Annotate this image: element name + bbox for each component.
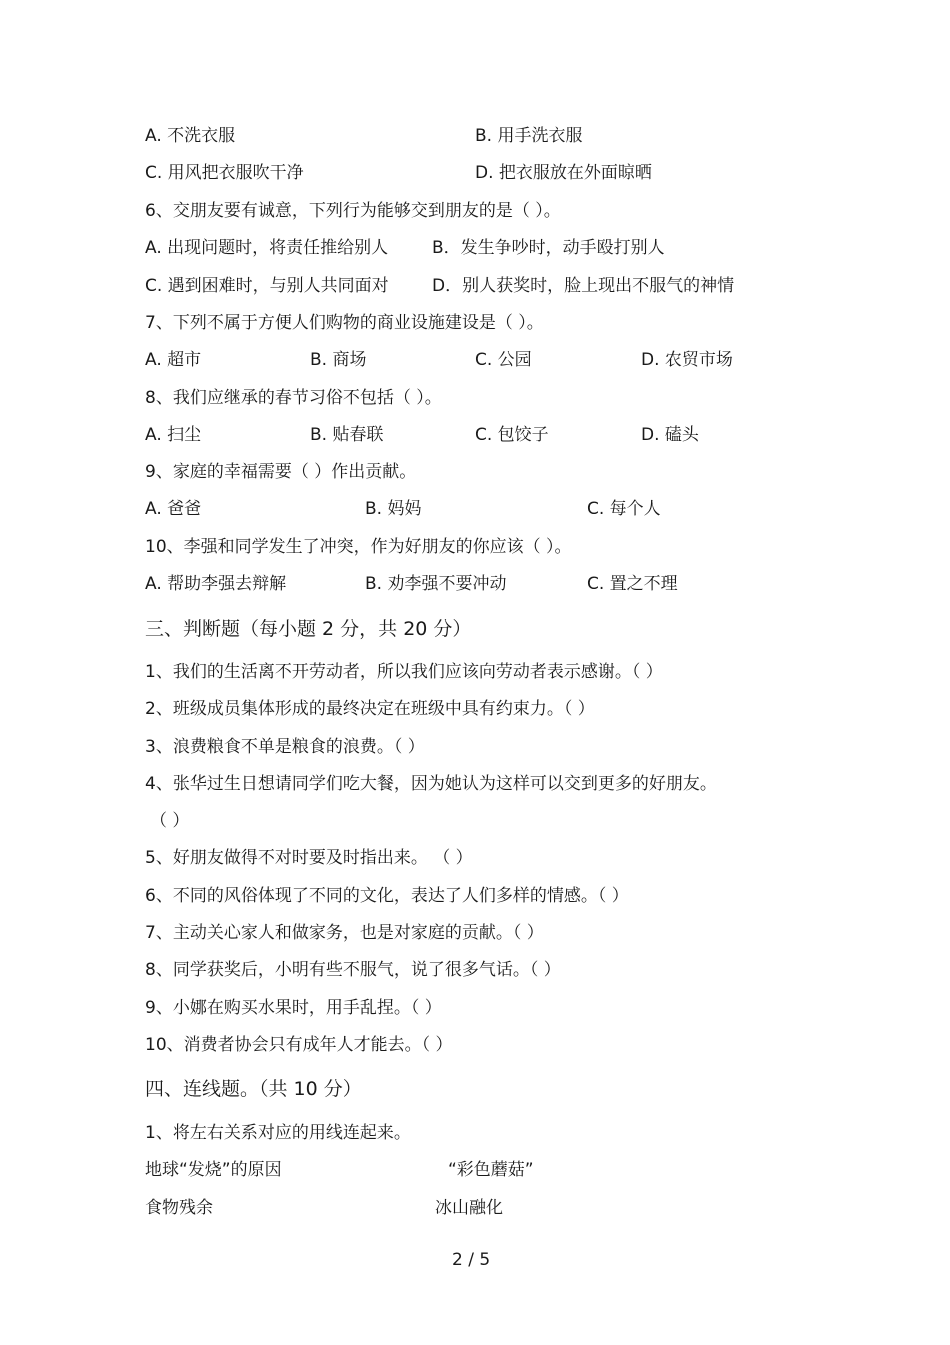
match-left-2: 食物残余 (145, 1198, 213, 1218)
q7-option-d: D. 农贸市场 (641, 350, 733, 370)
q5-option-b: B. 用手洗衣服 (475, 126, 583, 146)
q7-stem: 7、下列不属于方便人们购物的商业设施建设是（ ）。 (145, 313, 544, 333)
q9-option-c: C. 每个人 (587, 499, 661, 519)
judge-item-8: 8、同学获奖后，小明有些不服气，说了很多气话。（ ） (145, 960, 561, 980)
q6-stem: 6、交朋友要有诚意，下列行为能够交到朋友的是（ ）。 (145, 201, 561, 221)
page-number: 2 / 5 (452, 1250, 491, 1270)
q9-stem: 9、家庭的幸福需要（ ）作出贡献。 (145, 462, 417, 482)
q8-stem: 8、我们应继承的春节习俗不包括（ ）。 (145, 388, 442, 408)
q5-option-a: A. 不洗衣服 (145, 126, 236, 146)
section3-title: 三、判断题（每小题 2 分，共 20 分） (145, 618, 472, 640)
match-right-2: 冰山融化 (435, 1198, 503, 1218)
judge-item-10: 10、消费者协会只有成年人才能去。（ ） (145, 1035, 453, 1055)
judge-item-4-answer: （ ） (150, 811, 190, 831)
q6-option-d: D．别人获奖时，脸上现出不服气的神情 (432, 276, 735, 296)
match-question-1: 1、将左右关系对应的用线连起来。 (145, 1123, 411, 1143)
q8-option-c: C. 包饺子 (475, 425, 549, 445)
q5-option-c: C. 用风把衣服吹干净 (145, 163, 304, 183)
judge-item-9: 9、小娜在购买水果时，用手乱捏。（ ） (145, 998, 442, 1018)
q8-option-d: D. 磕头 (641, 425, 699, 445)
match-left-1: 地球“发烧”的原因 (145, 1160, 282, 1180)
judge-item-1: 1、我们的生活离不开劳动者，所以我们应该向劳动者表示感谢。（ ） (145, 662, 663, 682)
q7-option-c: C. 公园 (475, 350, 532, 370)
q10-stem: 10、李强和同学发生了冲突，作为好朋友的你应该（ ）。 (145, 537, 572, 557)
judge-item-6: 6、不同的风俗体现了不同的文化，表达了人们多样的情感。（ ） (145, 886, 629, 906)
judge-item-2: 2、班级成员集体形成的最终决定在班级中具有约束力。（ ） (145, 699, 595, 719)
section4-title: 四、连线题。（共 10 分） (145, 1078, 362, 1100)
q6-option-a: A. 出现问题时，将责任推给别人 (145, 238, 389, 258)
judge-item-4: 4、张华过生日想请同学们吃大餐，因为她认为这样可以交到更多的好朋友。 (145, 774, 717, 794)
q10-option-c: C. 置之不理 (587, 574, 678, 594)
q10-option-a: A. 帮助李强去辩解 (145, 574, 287, 594)
q10-option-b: B. 劝李强不要冲动 (365, 574, 507, 594)
q8-option-b: B. 贴春联 (310, 425, 384, 445)
q9-option-b: B. 妈妈 (365, 499, 422, 519)
match-right-1: “彩色蘑菇” (448, 1160, 534, 1180)
q5-option-d: D. 把衣服放在外面晾晒 (475, 163, 652, 183)
judge-item-5: 5、好朋友做得不对时要及时指出来。 （ ） (145, 848, 473, 868)
q7-option-a: A. 超市 (145, 350, 202, 370)
q8-option-a: A. 扫尘 (145, 425, 202, 445)
q6-option-c: C. 遇到困难时，与别人共同面对 (145, 276, 389, 296)
q9-option-a: A. 爸爸 (145, 499, 202, 519)
q6-option-b: B．发生争吵时，动手殴打别人 (432, 238, 665, 258)
judge-item-3: 3、浪费粮食不单是粮食的浪费。（ ） (145, 737, 425, 757)
judge-item-7: 7、主动关心家人和做家务，也是对家庭的贡献。（ ） (145, 923, 544, 943)
q7-option-b: B. 商场 (310, 350, 367, 370)
